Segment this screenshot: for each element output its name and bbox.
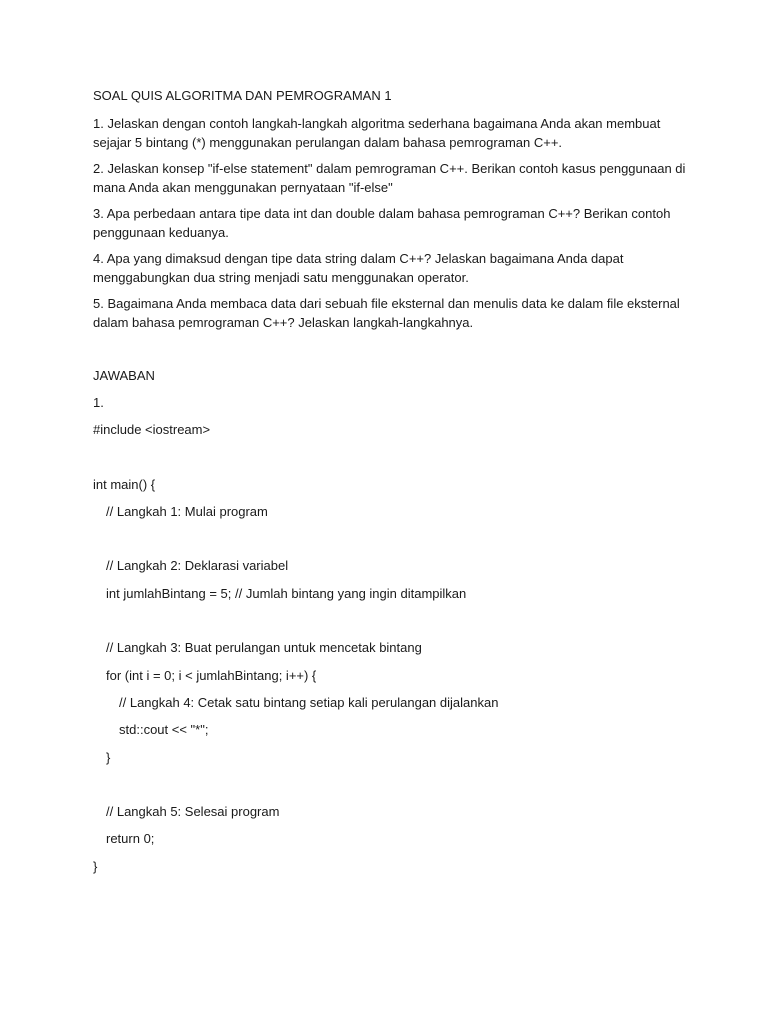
question-4: 4. Apa yang dimaksud dengan tipe data string dalam C++? Jelaskan bagaimana Anda dapat menggabungkan dua string menjadi satu menggunakan operator.	[93, 251, 624, 285]
code-line: // Langkah 2: Deklarasi variabel	[106, 558, 289, 574]
document-body	[93, 87, 693, 885]
code-line: std::cout << "*";	[119, 722, 209, 738]
code-line-blank	[93, 612, 693, 639]
question-1: 1. Jelaskan dengan contoh langkah-langkah algoritma sederhana bagaimana Anda akan membuat sejajar 5 bintang (*) menggunakan perulangan dalam bahasa pemrograman C++.	[93, 116, 661, 150]
question-5: 5. Bagaimana Anda membaca data dari sebuah file eksternal dan menulis data ke dalam file eksternal dalam bahasa pemrograman C++? Jelaskan langkah-langkahnya.	[93, 296, 680, 330]
code-line: // Langkah 5: Selesai program	[106, 804, 280, 820]
code-line: #include <iostream>	[93, 422, 211, 437]
code-line: // Langkah 3: Buat perulangan untuk mencetak bintang	[106, 640, 422, 656]
question-2: 2. Jelaskan konsep "if-else statement" dalam pemrograman C++. Berikan contoh kasus penggunaan di mana Anda akan menggunakan pernyataan "if-else"	[93, 161, 686, 195]
code-line: }	[93, 858, 98, 874]
code-line-blank	[93, 448, 693, 475]
code-line: int main() {	[93, 476, 156, 492]
code-line: for (int i = 0; i < jumlahBintang; i++) {	[106, 667, 317, 683]
code-line: // Langkah 1: Mulai program	[106, 503, 268, 519]
question-3: 3. Apa perbedaan antara tipe data int dan double dalam bahasa pemrograman C++? Berikan contoh penggunaan keduanya.	[93, 206, 671, 240]
answer-heading: JAWABAN	[93, 368, 155, 383]
code-block	[93, 421, 693, 885]
code-line-blank	[93, 530, 693, 557]
code-line: }	[106, 749, 111, 765]
document-title: SOAL QUIS ALGORITMA DAN PEMROGRAMAN 1	[93, 88, 392, 103]
code-line: // Langkah 4: Cetak satu bintang setiap kali perulangan dijalankan	[119, 694, 499, 710]
code-line: int jumlahBintang = 5; // Jumlah bintang yang ingin ditampilkan	[106, 585, 467, 601]
answer-number: 1.	[93, 395, 104, 410]
code-line-blank	[93, 776, 693, 803]
code-line: return 0;	[106, 831, 155, 847]
